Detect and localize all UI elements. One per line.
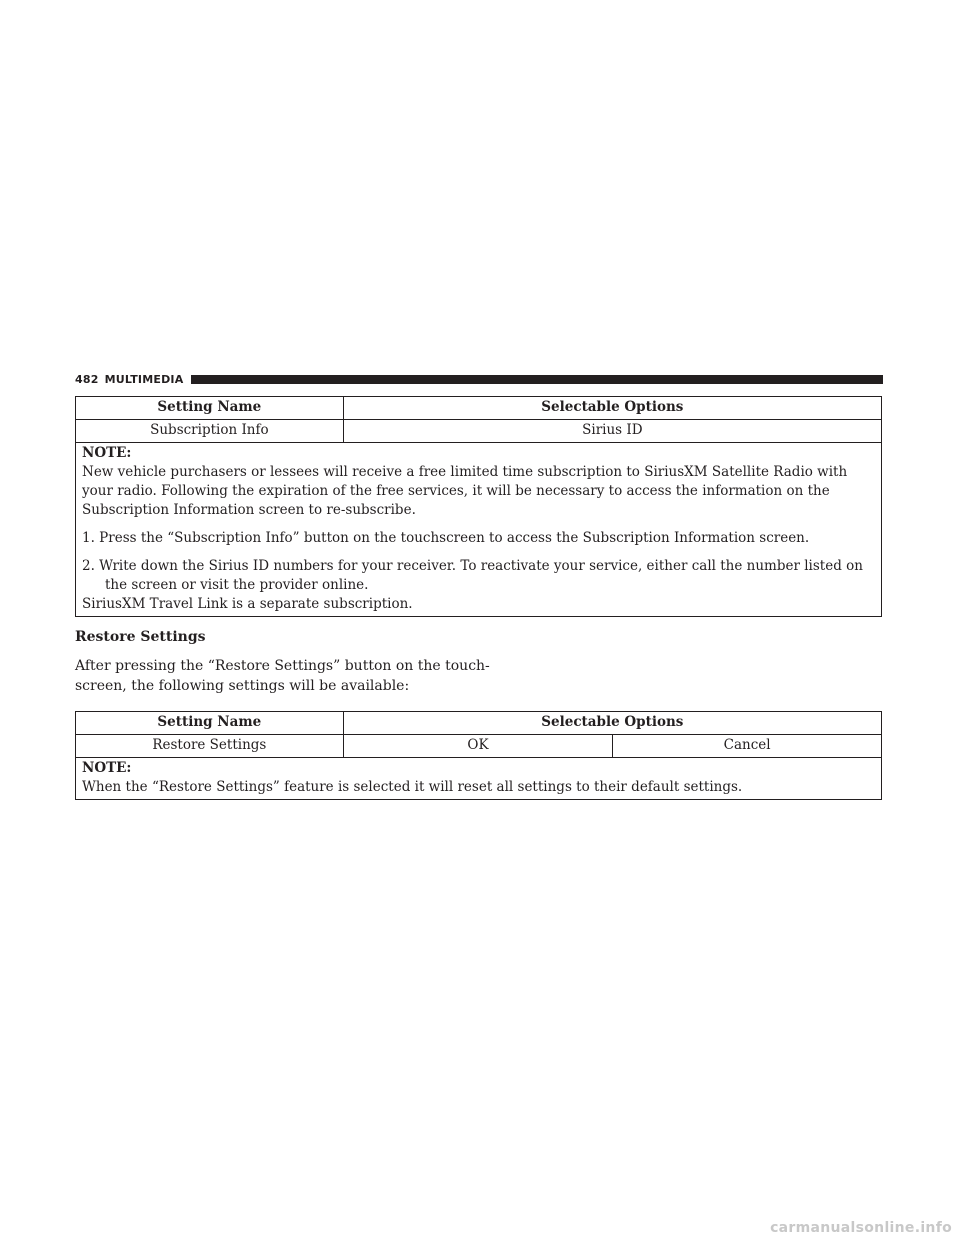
table-header-row <box>76 712 882 735</box>
watermark: carmanualsonline.info <box>770 1220 952 1236</box>
note-footer-text: SiriusXM Travel Link is a separate subscription. <box>82 596 413 612</box>
column-header-setting-name: Setting Name <box>76 712 344 735</box>
table-header-row <box>76 397 882 420</box>
table-row <box>76 735 882 758</box>
table-row <box>76 420 882 443</box>
note-row <box>76 758 882 800</box>
setting-name-cell: Subscription Info <box>76 420 344 443</box>
note-text: When the “Restore Settings” feature is selected it will reset all settings to their default settings. <box>82 779 743 795</box>
restore-settings-heading: Restore Settings <box>75 629 206 645</box>
option-cell: Sirius ID <box>343 420 881 443</box>
setting-name-cell: Restore Settings <box>76 735 344 758</box>
column-header-selectable-options: Selectable Options <box>343 712 881 735</box>
note-label: NOTE: <box>82 760 132 776</box>
note-text: New vehicle purchasers or lessees will receive a free limited time subscription to SiriusXM Satellite Radio with your radio. Following the expiration of the free services, it will be necessary to access the information on the Subscription Information screen to re-subscribe. <box>82 464 848 518</box>
option-cancel-cell: Cancel <box>613 735 882 758</box>
column-header-selectable-options: Selectable Options <box>343 397 881 420</box>
option-ok-cell: OK <box>343 735 613 758</box>
column-header-setting-name: Setting Name <box>76 397 344 420</box>
page-header <box>75 372 883 386</box>
note-label: NOTE: <box>82 445 132 461</box>
note-cell <box>76 758 882 800</box>
note-row <box>76 443 882 617</box>
restore-settings-table <box>75 711 882 800</box>
section-title: MULTIMEDIA <box>104 372 184 386</box>
header-rule <box>191 375 883 384</box>
note-step-2: 2. Write down the Sirius ID numbers for your receiver. To reactivate your service, either call the number listed on the screen or visit the provider online. <box>82 558 863 593</box>
subscription-settings-table <box>75 396 882 617</box>
page-number: 482 <box>75 372 99 386</box>
note-cell <box>76 443 882 617</box>
restore-settings-paragraph: After pressing the “Restore Settings” button on the touch- screen, the following settings will be available: <box>75 658 490 694</box>
note-step-1: 1. Press the “Subscription Info” button on the touchscreen to access the Subscription Information screen. <box>82 530 810 546</box>
